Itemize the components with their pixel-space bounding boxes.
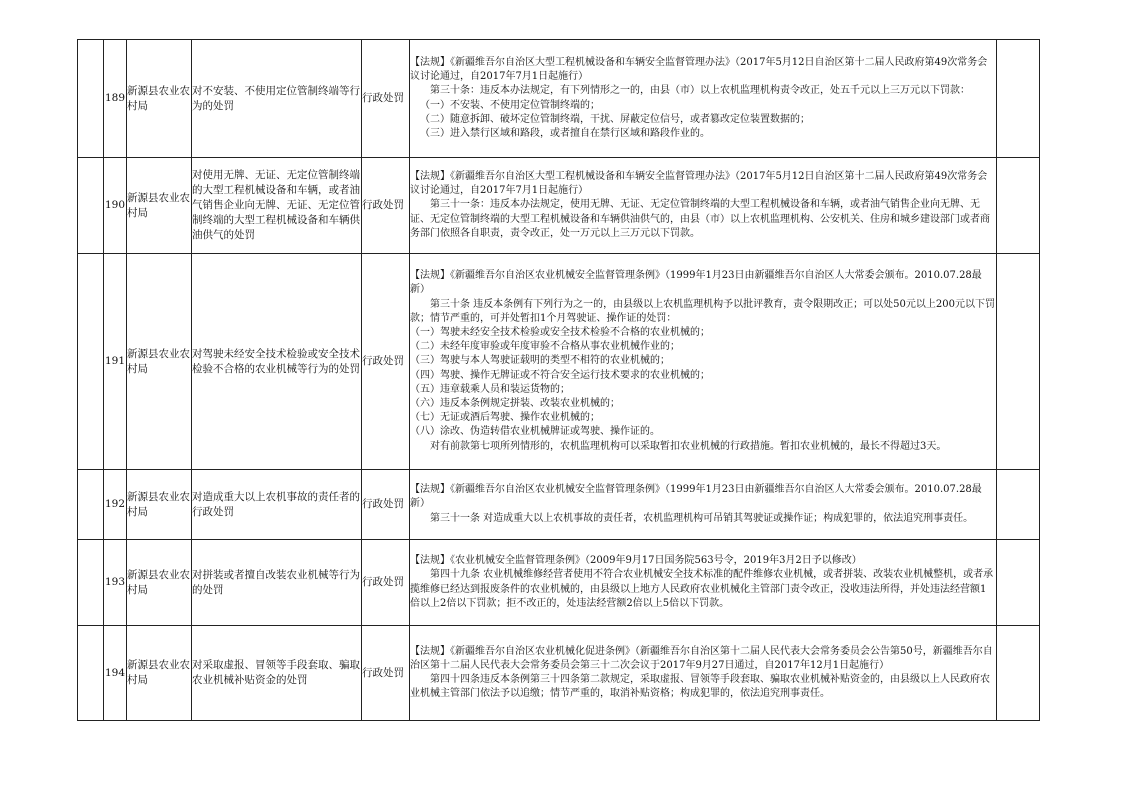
legal-basis-line: 【法规】《新疆维吾尔自治区农业机械化促进条例》（新疆维吾尔自治区第十二届人民代表大会常务委员会公告第50号，新疆维吾尔自治区第十二届人民代表大会常务委员会第三十二次会议于2017年9月27日通过，自2017年12月1日起施行） — [410, 645, 993, 671]
table-row — [78, 540, 1040, 626]
legal-basis-cell — [410, 626, 997, 721]
action-type-cell: 行政处罚 — [362, 470, 410, 540]
legal-basis-line: 【法规】《新疆维吾尔自治区大型工程机械设备和车辆安全监督管理办法》（2017年5月12日自治区第十二届人民政府第49次常务会议讨论通过，自2017年7月1日起施行） — [410, 170, 988, 197]
legal-basis-cell — [410, 470, 997, 540]
table-row — [78, 254, 1040, 470]
department-cell: 新源县农业农村局 — [127, 626, 192, 721]
legal-basis-line: （七）无证或酒后驾驶、操作农业机械的； — [410, 412, 600, 424]
action-type-cell: 行政处罚 — [362, 626, 410, 721]
legal-basis-line: 【法规】《新疆维吾尔自治区大型工程机械设备和车辆安全监督管理办法》（2017年5月12日自治区第十二届人民政府第49次常务会议讨论通过，自2017年7月1日起施行） — [410, 56, 988, 83]
legal-basis-line: 【法规】《新疆维吾尔自治区农业机械安全监督管理条例》（1999年1月23日由新疆维吾尔自治区人大常委会颁布。2010.07.28最新） — [410, 484, 982, 510]
row-number: 190 — [104, 158, 127, 254]
table-row — [78, 40, 1040, 158]
row-number: 194 — [104, 626, 127, 721]
item-name-cell: 对拼装或者擅自改装农业机械等行为的处罚 — [192, 540, 362, 626]
department-cell: 新源县农业农村局 — [127, 540, 192, 626]
table-row — [78, 626, 1040, 721]
legal-basis-line: 第四十九条 农业机械维修经营者使用不符合农业机械安全技术标准的配件维修农业机械，或者拼装、改装农业机械整机，或者承揽维修已经达到报废条件的农业机械的，由县级以上地方人民政府农业机械化主管部门责令改正，没收违法所得，并处违法经营额1倍以上2倍以下罚款；拒不改正的，处违法经营额2倍以上5倍以下罚款。 — [410, 569, 994, 609]
regulation-table — [77, 39, 1040, 721]
legal-basis-line: （八）涂改、伪造转借农业机械牌证或驾驶、操作证的。 — [410, 426, 660, 438]
legal-basis-line: 第四十四条违反本条例第三十四条第二款规定，采取虚报、冒领等手段套取、骗取农业机械补贴资金的，由县级以上人民政府农业机械主管部门依法予以追缴；情节严重的，取消补贴资格；构成犯罪的，依法追究刑事责任。 — [410, 674, 990, 700]
blank-cell-right — [997, 40, 1040, 158]
blank-cell-left — [78, 40, 104, 158]
item-name-cell: 对采取虚报、冒领等手段套取、骗取农业机械补贴资金的处罚 — [192, 626, 362, 721]
legal-basis-line: 第三十一条：违反本办法规定，使用无牌、无证、无定位管制终端的大型工程机械设备和车辆，或者油气销售企业向无牌、无证、无定位管制终端的大型工程机械设备和车辆供油供气的，由县（市）以上农机监理机构、公安机关、住房和城乡建设部门或者商务部门依照各自职责，责令改正，处一万元以上三万元以下罚款。 — [410, 199, 990, 239]
blank-cell-right — [997, 626, 1040, 721]
legal-basis-line: （六）违反本条例规定拼装、改装农业机械的； — [410, 398, 620, 409]
legal-basis-line: （三）驾驶与本人驾驶证载明的类型不相符的农业机械的； — [410, 355, 670, 367]
row-number: 192 — [104, 470, 127, 540]
blank-cell-right — [997, 470, 1040, 540]
blank-cell-right — [997, 540, 1040, 626]
legal-basis-cell — [410, 540, 997, 626]
item-name-cell: 对造成重大以上农机事故的责任者的行政处罚 — [192, 470, 362, 540]
row-number: 189 — [104, 40, 127, 158]
department-cell: 新源县农业农村局 — [127, 470, 192, 540]
legal-basis-line: 第三十条 违反本条例有下列行为之一的，由县级以上农机监理机构予以批评教育，责令限期改正；可以处50元以上200元以下罚款；情节严重的，可并处暂扣1个月驾驶证、操作证的处罚： — [410, 298, 995, 324]
action-type-cell: 行政处罚 — [362, 40, 410, 158]
blank-cell-left — [78, 626, 104, 721]
action-type-cell: 行政处罚 — [362, 254, 410, 470]
item-name-cell: 对驾驶未经安全技术检验或安全技术检验不合格的农业机械等行为的处罚 — [192, 254, 362, 470]
department-cell: 新源县农业农村局 — [127, 158, 192, 254]
legal-basis-line: （一）驾驶未经安全技术检验或安全技术检验不合格的农业机械的； — [410, 326, 710, 338]
legal-basis-cell — [410, 254, 997, 470]
legal-basis-line: （五）违章载乘人员和装运货物的； — [410, 383, 570, 395]
legal-basis-line: （二）随意拆卸、破坏定位管制终端，干扰、屏蔽定位信号，或者篡改定位装置数据的； — [420, 113, 810, 125]
blank-cell-left — [78, 540, 104, 626]
item-name-cell: 对不安装、不使用定位管制终端等行为的处罚 — [192, 40, 362, 158]
blank-cell-right — [997, 158, 1040, 254]
table-row — [78, 158, 1040, 254]
legal-basis-line: 【法规】《农业机械安全监督管理条例》（2009年9月17日国务院563号令，2019年3月2日予以修改） — [410, 555, 862, 567]
blank-cell-left — [78, 470, 104, 540]
legal-basis-line: （一）不安装、不使用定位管制终端的； — [420, 99, 600, 111]
legal-basis-line: （二）未经年度审验或年度审验不合格从事农业机械作业的； — [410, 341, 680, 353]
table-row — [78, 470, 1040, 540]
legal-basis-line: （三）进入禁行区域和路段，或者擅自在禁行区域和路段作业的。 — [420, 127, 710, 139]
legal-basis-line: 第三十条：违反本办法规定，有下列情形之一的，由县（市）以上农机监理机构责令改正，处五千元以上三万元以下罚款： — [430, 85, 970, 97]
legal-basis-line: 第三十一条 对造成重大以上农机事故的责任者，农机监理机构可吊销其驾驶证或操作证；构成犯罪的，依法追究刑事责任。 — [430, 512, 974, 524]
action-type-cell: 行政处罚 — [362, 540, 410, 626]
blank-cell-left — [78, 254, 104, 470]
action-type-cell: 行政处罚 — [362, 158, 410, 254]
department-cell: 新源县农业农村局 — [127, 254, 192, 470]
legal-basis-line: （四）驾驶、操作无牌证或不符合安全运行技术要求的农业机械的； — [410, 369, 710, 381]
item-name-cell: 对使用无牌、无证、无定位管制终端的大型工程机械设备和车辆，或者油气销售企业向无牌、无证、无定位管制终端的大型工程机械设备和车辆供油供气的处罚 — [192, 158, 362, 254]
department-cell: 新源县农业农村局 — [127, 40, 192, 158]
blank-cell-left — [78, 158, 104, 254]
table-body — [78, 40, 1040, 721]
row-number: 193 — [104, 540, 127, 626]
blank-cell-right — [997, 254, 1040, 470]
row-number: 191 — [104, 254, 127, 470]
legal-basis-cell — [410, 40, 997, 158]
legal-basis-line: 对有前款第七项所列情形的，农机监理机构可以采取暂扣农业机械的行政措施。暂扣农业机械的，最长不得超过3天。 — [430, 440, 947, 452]
legal-basis-line: 【法规】《新疆维吾尔自治区农业机械安全监督管理条例》（1999年1月23日由新疆维吾尔自治区人大常委会颁布。2010.07.28最新） — [410, 270, 982, 296]
legal-basis-cell — [410, 158, 997, 254]
